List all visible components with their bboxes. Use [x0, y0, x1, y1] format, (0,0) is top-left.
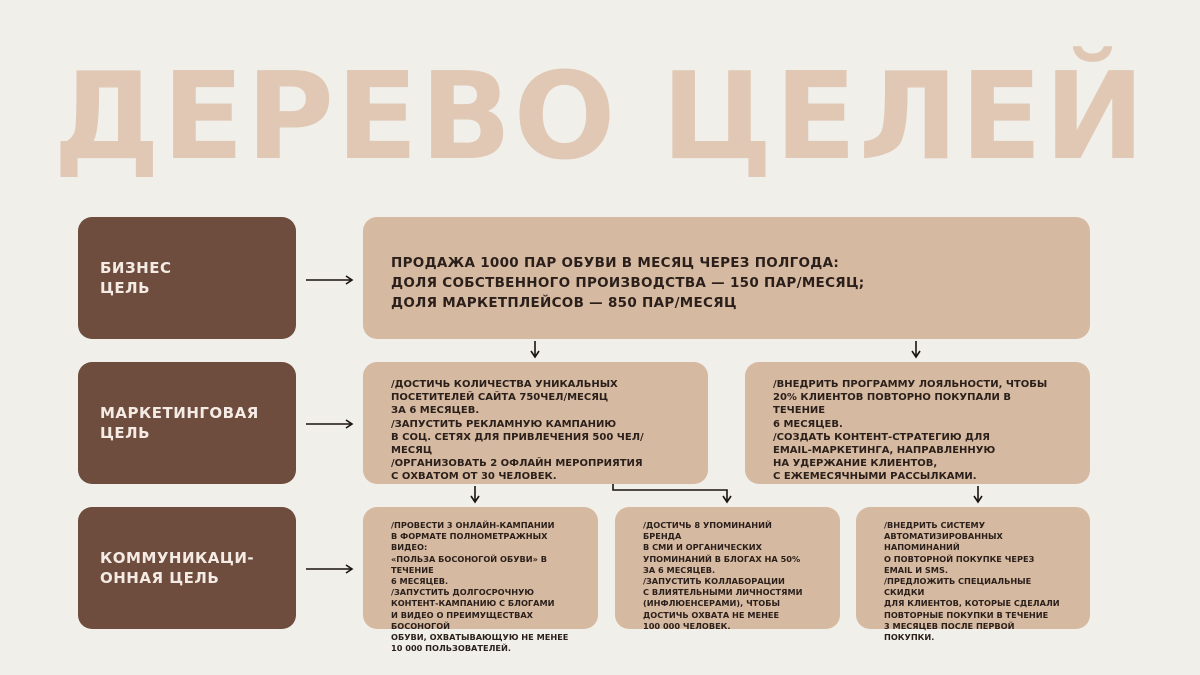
communication-goal-box-right: /ВНЕДРИТЬ СИСТЕМУ АВТОМАТИЗИРОВАННЫХ НАПОМИНАНИЙ О ПОВТОРНОЙ ПОКУПКЕ ЧЕРЕЗ EMAIL И SMS. /ПРЕДЛОЖИТЬ СПЕЦИАЛЬНЫЕ СКИДКИ ДЛЯ КЛИЕНТОВ, КОТОРЫЕ СДЕЛАЛИ ПОВТОРНЫЕ ПОКУПКИ В ТЕЧЕНИЕ 3 МЕСЯЦЕВ ПОСЛЕ ПЕРВОЙ ПОКУПКИ.	[856, 507, 1090, 629]
communication-goal-label-text: КОММУНИКАЦИ- ОННАЯ ЦЕЛЬ	[100, 549, 255, 587]
marketing-goal-label-text: МАРКЕТИНГОВАЯ ЦЕЛЬ	[100, 404, 259, 442]
arrow-mkt-to-com-middle	[613, 484, 727, 502]
communication-goal-box-left: /ПРОВЕСТИ 3 ОНЛАЙН-КАМПАНИИ В ФОРМАТЕ ПОЛНОМЕТРАЖНЫХ ВИДЕО: «ПОЛЬЗА БОСОНОГОЙ ОБУВИ» В ТЕЧЕНИЕ 6 МЕСЯЦЕВ. /ЗАПУСТИТЬ ДОЛГОСРОЧНУЮ КОНТЕНТ-КАМПАНИЮ С БЛОГАМИ И ВИДЕО О ПРЕИМУЩЕСТВАХ БОСОНОГОЙ ОБУВИ, ОХВАТЫВАЮЩУЮ НЕ МЕНЕЕ 10 000 ПОЛЬЗОВАТЕЛЕЙ.	[363, 507, 598, 629]
page-title: ДЕРЕВО ЦЕЛЕЙ	[53, 48, 1147, 187]
marketing-goal-box-left: /ДОСТИЧЬ КОЛИЧЕСТВА УНИКАЛЬНЫХ ПОСЕТИТЕЛЕЙ САЙТА 750ЧЕЛ/МЕСЯЦ ЗА 6 МЕСЯЦЕВ. /ЗАПУСТИТЬ РЕКЛАМНУЮ КАМПАНИЮ В СОЦ. СЕТЯХ ДЛЯ ПРИВЛЕЧЕНИЯ 500 ЧЕЛ/МЕСЯЦ /ОРГАНИЗОВАТЬ 2 ОФЛАЙН МЕРОПРИЯТИЯ С ОХВАТОМ ОТ 30 ЧЕЛОВЕК.	[363, 362, 708, 484]
communication-goal-box-middle: /ДОСТИЧЬ 8 УПОМИНАНИЙ БРЕНДА В СМИ И ОРГАНИЧЕСКИХ УПОМИНАНИЙ В БЛОГАХ НА 50% ЗА 6 МЕСЯЦЕВ. /ЗАПУСТИТЬ КОЛЛАБОРАЦИИ С ВЛИЯТЕЛЬНЫМИ ЛИЧНОСТЯМИ (ИНФЛЮЕНСЕРАМИ), ЧТОБЫ ДОСТИЧЬ ОХВАТА НЕ МЕНЕЕ 100 000 ЧЕЛОВЕК.	[615, 507, 840, 629]
marketing-goal-box-right: /ВНЕДРИТЬ ПРОГРАММУ ЛОЯЛЬНОСТИ, ЧТОБЫ 20% КЛИЕНТОВ ПОВТОРНО ПОКУПАЛИ В ТЕЧЕНИЕ 6 МЕСЯЦЕВ. /СОЗДАТЬ КОНТЕНТ-СТРАТЕГИЮ ДЛЯ EMAIL-МАРКЕТИНГА, НАПРАВЛЕННУЮ НА УДЕРЖАНИЕ КЛИЕНТОВ, С ЕЖЕМЕСЯЧНЫМИ РАССЫЛКАМИ.	[745, 362, 1090, 484]
business-goal-label-text: БИЗНЕС ЦЕЛЬ	[100, 259, 172, 297]
business-goal-box: ПРОДАЖА 1000 ПАР ОБУВИ В МЕСЯЦ ЧЕРЕЗ ПОЛГОДА: ДОЛЯ СОБСТВЕННОГО ПРОИЗВОДСТВА — 150 ПАР/МЕСЯЦ; ДОЛЯ МАРКЕТПЛЕЙСОВ — 850 ПАР/МЕСЯЦ	[363, 217, 1090, 339]
